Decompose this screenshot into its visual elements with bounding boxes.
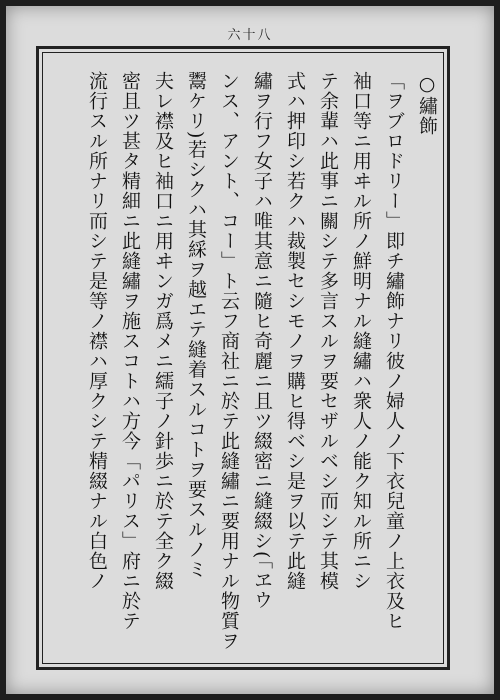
text-column-2: 袖口等ニ用ヰル所ノ鮮明ナル縫繡ハ衆人ノ能ク知ル所ニシ bbox=[350, 71, 372, 591]
page-frame bbox=[36, 46, 450, 670]
text-column-1: 「ヲブロドリー」即チ繡飾ナリ彼ノ婦人ノ下衣兒童ノ上衣及ヒ bbox=[383, 71, 405, 631]
text-column-8: 夫レ襟及ヒ袖口ニ用ヰンガ爲メニ繻子ノ針歩ニ於テ全ク綴 bbox=[152, 71, 174, 591]
section-heading: ○繡飾 bbox=[416, 73, 438, 136]
text-column-10: 流行スル所ナリ而シテ是等ノ襟ハ厚クシテ精綴ナル白色ノ bbox=[86, 71, 108, 591]
page-number: 六十八 bbox=[227, 28, 273, 43]
text-column-3: テ余輩ハ此事ニ關シテ多言スルヲ要セザルベシ而シテ其模 bbox=[317, 71, 339, 591]
text-column-7: 鬻ケリ)若シクハ其綵ヲ越エテ縫着スルコトヲ要スルノミ bbox=[185, 71, 207, 580]
text-column-6: ンス、アント、コー」ト云フ商社ニ於テ此縫繡ニ要用ナル物質ヲ bbox=[218, 71, 240, 651]
vertical-text-body bbox=[47, 71, 443, 661]
text-column-9: 密且ツ甚タ精細ニ此縫繡ヲ施スコトハ方今「パリス」府ニ於テ bbox=[119, 71, 141, 631]
book-page bbox=[6, 6, 494, 694]
text-column-5: 繡ヲ行フ女子ハ唯其意ニ隨ヒ奇麗ニ且ツ綴密ニ縫綴シ(「ヱウ bbox=[251, 71, 273, 610]
text-column-4: 式ハ押印シ若クハ裁製セシモノヲ購ヒ得ベシ是ヲ以テ此縫 bbox=[284, 71, 306, 591]
